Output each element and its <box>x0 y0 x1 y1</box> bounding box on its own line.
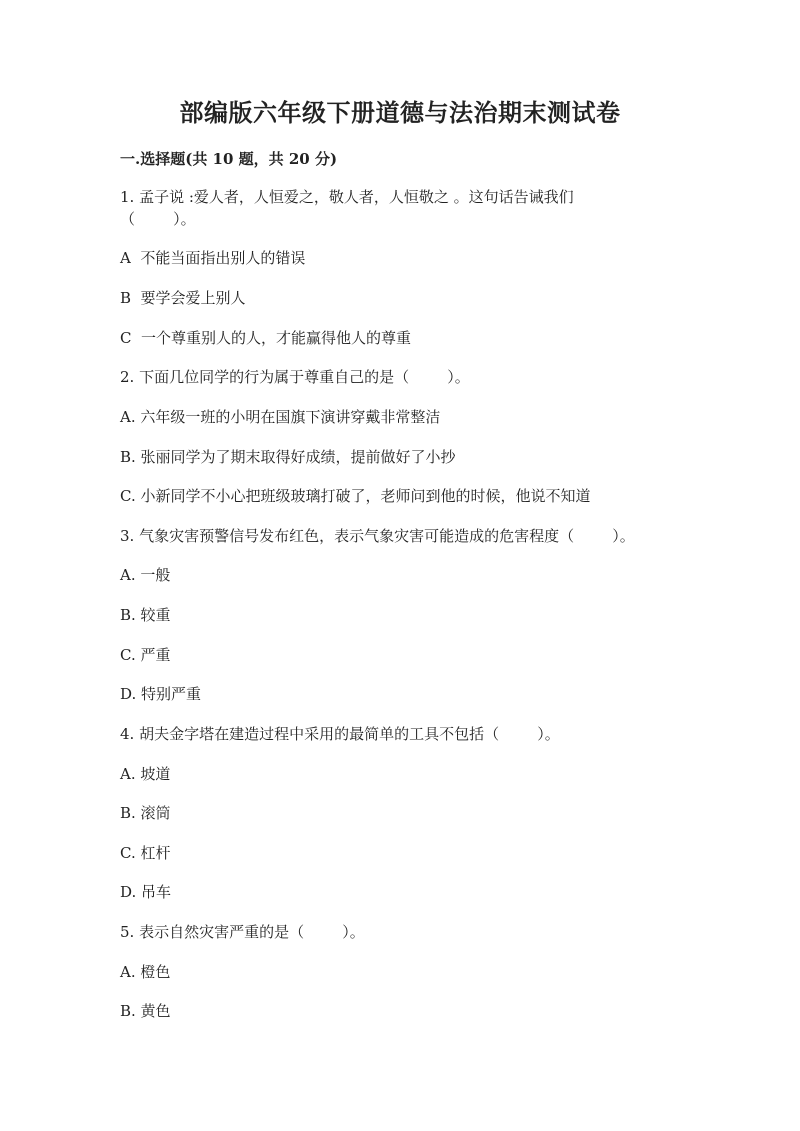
question-1-option-c: C 一个尊重别人的人，才能赢得他人的尊重 <box>120 329 412 347</box>
question-1-stem: 1. 孟子说 :爱人者，人恒爱之，敬人者，人恒敬之 。这句话告诫我们 <box>120 188 574 206</box>
question-3-option-d: D. 特别严重 <box>120 685 202 703</box>
question-4-option-d: D. 吊车 <box>120 883 172 901</box>
question-4-option-c: C. 杠杆 <box>120 844 171 862</box>
question-3-option-b: B. 较重 <box>120 606 171 624</box>
question-5-stem: 5. 表示自然灾害严重的是（ ）。 <box>120 923 365 941</box>
question-3-option-a: A. 一般 <box>120 566 171 584</box>
question-2-option-a: A. 六年级一班的小明在国旗下演讲穿戴非常整洁 <box>120 408 441 426</box>
question-2-option-b: B. 张丽同学为了期末取得好成绩，提前做好了小抄 <box>120 448 456 466</box>
question-2-option-c: C. 小新同学不小心把班级玻璃打破了，老师问到他的时候，他说不知道 <box>120 487 591 505</box>
question-5-option-b: B. 黄色 <box>120 1002 171 1020</box>
question-4-stem: 4. 胡夫金字塔在建造过程中采用的最简单的工具不包括（ ）。 <box>120 725 560 743</box>
question-3-option-c: C. 严重 <box>120 646 171 664</box>
question-1-option-a: A 不能当面指出别人的错误 <box>120 249 306 267</box>
document-title: 部编版六年级下册道德与法治期末测试卷 <box>179 98 621 127</box>
question-4-option-a: A. 坡道 <box>120 765 171 783</box>
question-4-option-b: B. 滚筒 <box>120 804 171 822</box>
section-heading: 一.选择题(共 10 题，共 20 分) <box>120 150 338 168</box>
question-5-option-a: A. 橙色 <box>120 963 171 981</box>
question-2-stem: 2. 下面几位同学的行为属于尊重自己的是（ ）。 <box>120 368 470 386</box>
question-1-option-b: B 要学会爱上别人 <box>120 289 246 307</box>
question-3-stem: 3. 气象灾害预警信号发布红色，表示气象灾害可能造成的危害程度（ ）。 <box>120 527 635 545</box>
question-1-blank: （ ）。 <box>120 210 196 228</box>
